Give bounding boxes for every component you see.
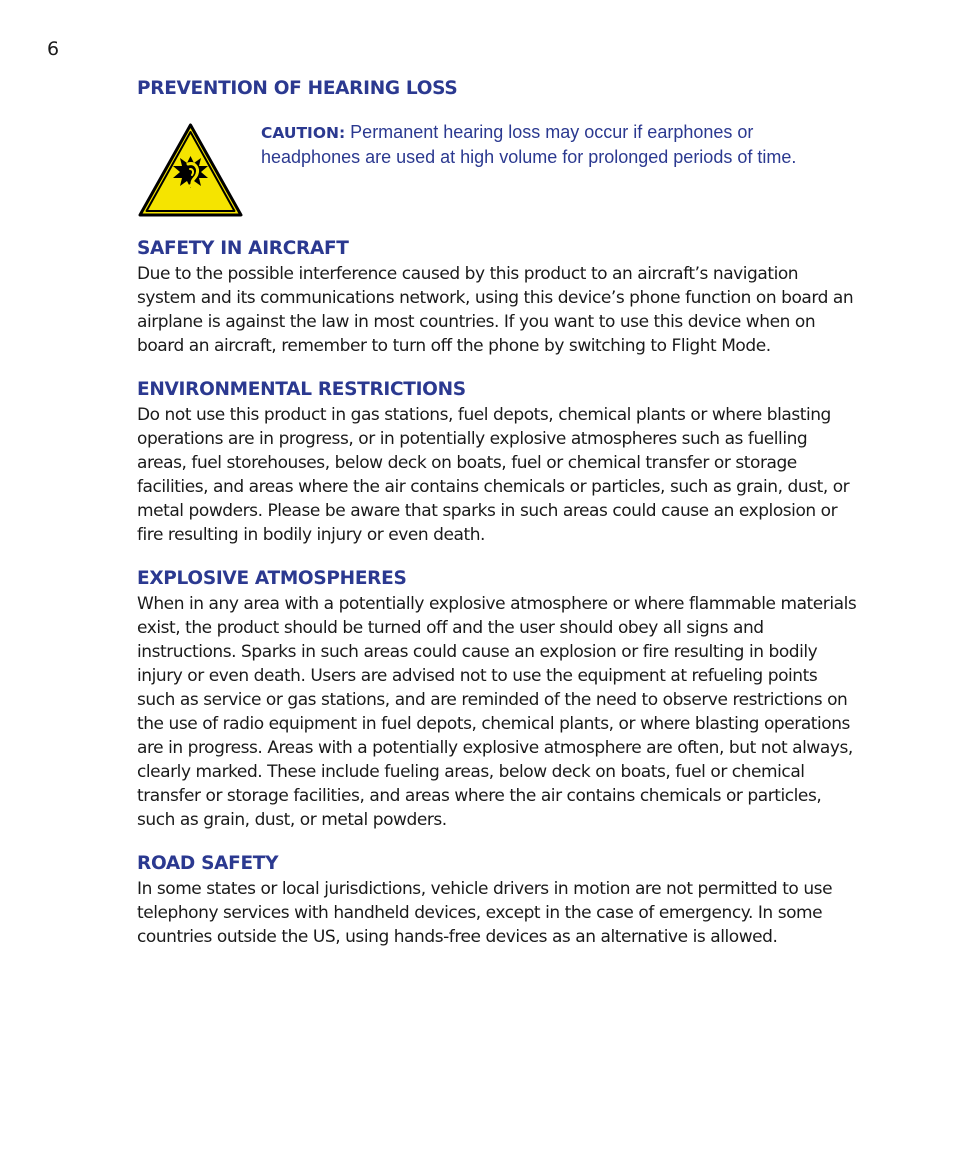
heading-hearing-loss: PREVENTION OF HEARING LOSS	[137, 78, 458, 99]
body-explosive-atmospheres: When in any area with a potentially explosive atmosphere or where flammable materials exist, the product should be turned off and the user should obey all signs and instructions. Sparks in such areas could cause an explosion or fire resulting in bodily injury or even death. Users are advised not to use the equipment at refueling points such as service or gas stations, and are reminded of the need to observe restrictions on the use of radio equipment in fuel depots, chemical plants, or where blasting operations are in progress. Areas with a potentially explosive atmosphere are often, but not always, clearly marked. These include fueling areas, below deck on boats, fuel or chemical transfer or storage facilities, and areas where the air contains chemicals or particles, such as grain, dust, or metal powders.	[137, 594, 857, 830]
heading-safety-aircraft: SAFETY IN AIRCRAFT	[137, 238, 349, 259]
page-content	[137, 76, 857, 949]
section-environmental-restrictions	[137, 377, 857, 547]
body-environmental-restrictions: Do not use this product in gas stations, fuel depots, chemical plants or where blasting operations are in progress, or in potentially explosive atmospheres such as fuelling areas, fuel storehouses, below deck on boats, fuel or chemical transfer or storage facilities, and areas where the air contains chemicals or particles, such as grain, dust, or metal powders. Please be aware that sparks in such areas could cause an explosion or fire resulting in bodily injury or even death.	[137, 405, 850, 545]
caution-text	[261, 120, 821, 169]
heading-explosive-atmospheres: EXPLOSIVE ATMOSPHERES	[137, 568, 407, 589]
caution-label: CAUTION:	[261, 124, 346, 142]
page-number: 6	[47, 38, 60, 60]
hearing-warning-icon	[137, 122, 244, 219]
section-explosive-atmospheres	[137, 566, 857, 832]
heading-environmental-restrictions: ENVIRONMENTAL RESTRICTIONS	[137, 379, 466, 400]
body-safety-aircraft: Due to the possible interference caused by this product to an aircraft’s navigation system and its communications network, using this device’s phone function on board an airplane is against the law in most countries. If you want to use this device when on board an aircraft, remember to turn off the phone by switching to Flight Mode.	[137, 264, 854, 356]
body-road-safety: In some states or local jurisdictions, vehicle drivers in motion are not permitted to use telephony services with handheld devices, except in the case of emergency. In some countries outside the US, using hands-free devices as an alternative is allowed.	[137, 879, 833, 947]
section-road-safety	[137, 851, 857, 949]
heading-road-safety: ROAD SAFETY	[137, 853, 279, 874]
caution-block	[137, 106, 857, 210]
section-safety-aircraft	[137, 236, 857, 358]
caution-message: Permanent hearing loss may occur if earphones or headphones are used at high volume for prolonged periods of time.	[261, 122, 797, 167]
